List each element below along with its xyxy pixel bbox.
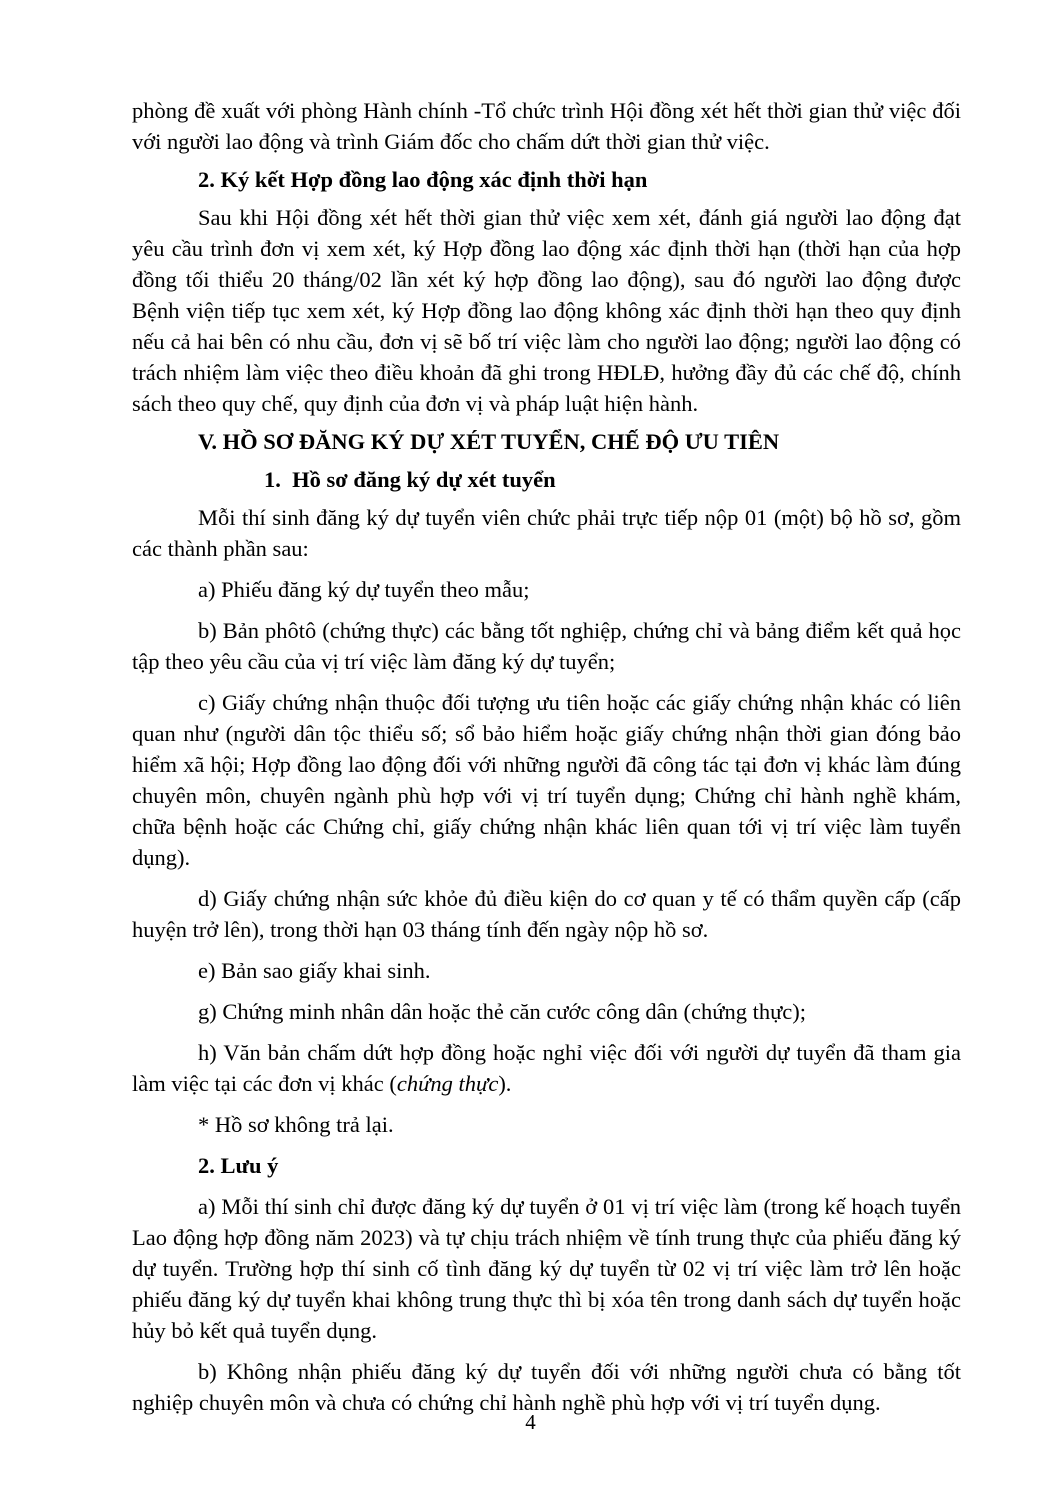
section-2-heading: 2. Ký kết Hợp đồng lao động xác định thời hạn [198,167,648,192]
list-item-b: b) Bản phôtô (chứng thực) các bằng tốt nghiệp, chứng chỉ và bảng điểm kết quả học tập theo yêu cầu của vị trí việc làm đăng ký dự tuyển; [132,618,961,674]
note-not-returned: * Hồ sơ không trả lại. [198,1112,394,1137]
intro-paragraph: phòng đề xuất với phòng Hành chính -Tổ chức trình Hội đồng xét hết thời gian thử việc đối với người lao động và trình Giám đốc cho chấm dứt thời gian thử việc. [132,98,961,154]
list-item-g: g) Chứng minh nhân dân hoặc thẻ căn cước công dân (chứng thực); [198,999,806,1024]
list-item-h-end: ). [498,1071,512,1096]
note-item-b: b) Không nhận phiếu đăng ký dự tuyển đối với những người chưa có bằng tốt nghiệp chuyên môn và chưa có chứng chỉ hành nghề phù hợp với vị trí tuyển dụng. [132,1359,961,1415]
list-item-h-text: h) Văn bản chấm dứt hợp đồng hoặc nghỉ việc đối với người dự tuyển đã tham gia làm việc tại các đơn vị khác ( [132,1040,961,1096]
list-item-e: e) Bản sao giấy khai sinh. [198,958,431,983]
list-item-a: a) Phiếu đăng ký dự tuyển theo mẫu; [198,577,530,602]
subsection-1-title: Hồ sơ đăng ký dự xét tuyển [292,467,556,492]
list-item-d: d) Giấy chứng nhận sức khỏe đủ điều kiện do cơ quan y tế có thẩm quyền cấp (cấp huyện trở lên), trong thời hạn 03 tháng tính đến ngày nộp hồ sơ. [132,886,961,942]
subsection-2-heading: 2. Lưu ý [198,1153,279,1178]
list-item-h-italic: chứng thực [396,1071,499,1096]
page-number: 4 [525,1410,536,1434]
section-2-body: Sau khi Hội đồng xét hết thời gian thử việc xem xét, đánh giá người lao động đạt yêu cầu trình đơn vị xem xét, ký Hợp đồng lao động xác định thời hạn (thời hạn của hợp đồng tối thiểu 20 tháng/02 lần xét ký hợp đồng lao động), sau đó người lao động được Bệnh viện tiếp tục xem xét, ký Hợp đồng lao động không xác định thời hạn theo quy định nếu cả hai bên có nhu cầu, đơn vị sẽ bố trí việc làm cho người lao động; người lao động có trách nhiệm làm việc theo điều khoản đã ghi trong HĐLĐ, hưởng đầy đủ các chế độ, chính sách theo quy chế, quy định của đơn vị và pháp luật hiện hành. [132,205,961,416]
note-item-a: a) Mỗi thí sinh chỉ được đăng ký dự tuyển ở 01 vị trí việc làm (trong kế hoạch tuyển Lao động hợp đồng năm 2023) và tự chịu trách nhiệm về tính trung thực của phiếu đăng ký dự tuyển. Trường hợp thí sinh cố tình đăng ký dự tuyển từ 02 vị trí việc làm trở lên hoặc phiếu đăng ký dự tuyển khai không trung thực thì bị xóa tên trong danh sách dự tuyển hoặc hủy bỏ kết quả tuyển dụng. [132,1194,961,1343]
section-v-heading: V. HỒ SƠ ĐĂNG KÝ DỰ XÉT TUYỂN, CHẾ ĐỘ ƯU TIÊN [198,429,780,454]
subsection-1-intro: Mỗi thí sinh đăng ký dự tuyển viên chức phải trực tiếp nộp 01 (một) bộ hồ sơ, gồm các thành phần sau: [132,505,961,561]
list-item-h [132,1037,961,1099]
list-item-c: c) Giấy chứng nhận thuộc đối tượng ưu tiên hoặc các giấy chứng nhận khác có liên quan như (người dân tộc thiểu số; sổ bảo hiểm hoặc giấy chứng nhận thời gian đóng bảo hiểm xã hội; Hợp đồng lao động đối với những người đã công tác tại đơn vị khác làm đúng chuyên môn, chuyên ngành phù hợp với vị trí tuyển dụng; Chứng chỉ hành nghề khám, chữa bệnh hoặc các Chứng chỉ, giấy chứng nhận khác liên quan tới vị trí việc làm tuyển dụng). [132,690,961,870]
subsection-1-number: 1. [264,467,281,492]
document-body [132,95,961,1418]
subsection-1-heading [132,464,961,495]
